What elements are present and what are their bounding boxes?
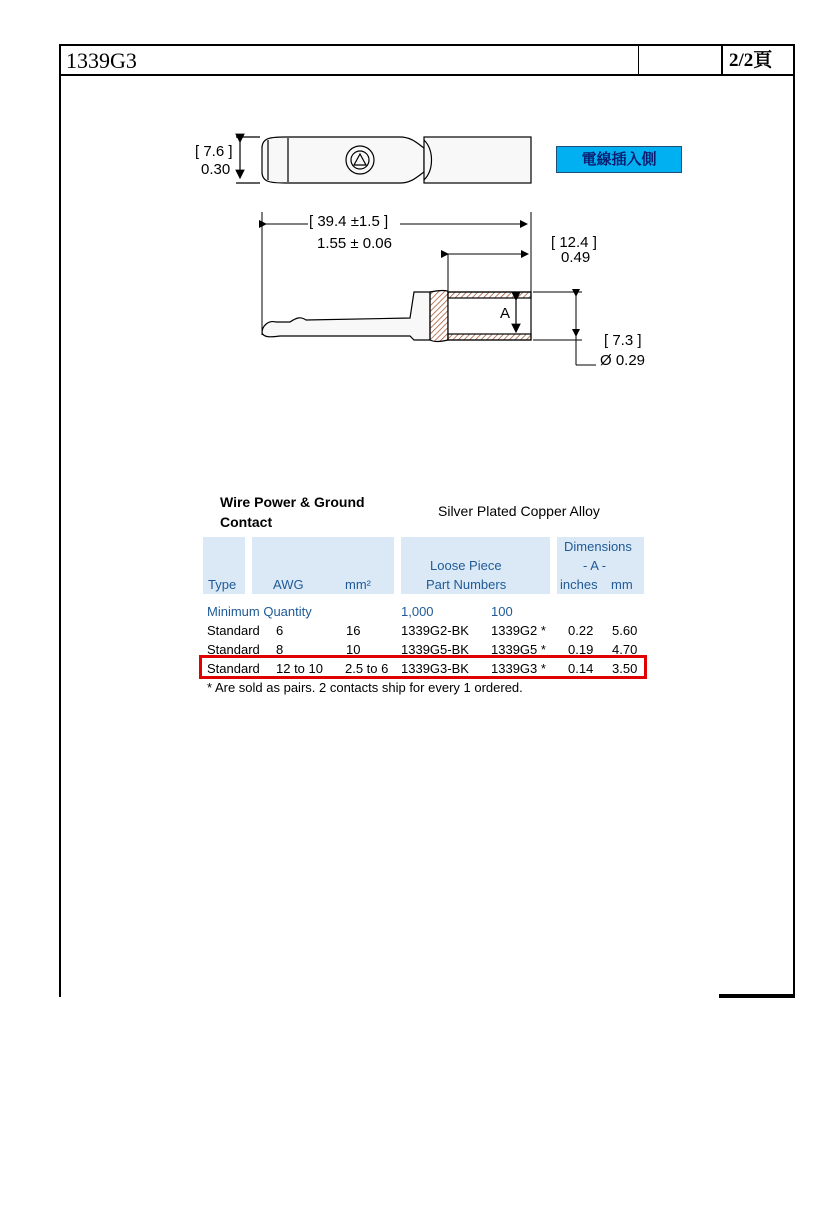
part-number-title: 1339G3 (66, 48, 137, 73)
insertion-side-label: 電線插入側 (556, 146, 682, 173)
min-qty-bulk: 1,000 (401, 604, 434, 619)
table-row-pn-pair: 1339G3 * (491, 661, 546, 676)
col-header-loose-2: Part Numbers (426, 577, 507, 592)
col-header-mm2: mm² (345, 577, 371, 592)
dim-dia-in: Ø 0.29 (600, 352, 646, 369)
dim-height-in: 0.30 (201, 161, 231, 178)
contact-drawing (0, 0, 827, 400)
frame-corner-mark (719, 994, 795, 998)
dim-dia-mm: [ 7.3 ] (604, 332, 642, 349)
table-row-mm2: 16 (346, 623, 361, 638)
side-view-body (262, 292, 430, 340)
col-header-dimensions: Dimensions (564, 539, 632, 554)
col-header-inches: inches (560, 577, 598, 592)
footnote: * Are sold as pairs. 2 contacts ship for every 1 ordered. (207, 680, 523, 695)
table-row-pn-bulk: 1339G5-BK (401, 642, 469, 657)
top-view-body (262, 137, 424, 183)
spec-title (220, 492, 365, 532)
dim-height-mm: [ 7.6 ] (195, 143, 233, 160)
dim-length-mm: [ 39.4 ±1.5 ] (309, 213, 389, 230)
table-row-type: Standard (207, 642, 260, 657)
col-header-dim-a: - A - (583, 558, 607, 573)
table-row-mm2: 2.5 to 6 (345, 661, 389, 676)
dim-barrel-mm: [ 12.4 ] (551, 234, 597, 251)
table-row-awg: 12 to 10 (276, 661, 323, 676)
spec-material: Silver Plated Copper Alloy (438, 503, 600, 519)
table-row-inches: 0.19 (568, 642, 594, 657)
page-number: 2/2頁 (729, 50, 773, 71)
table-row-pn-bulk: 1339G3-BK (401, 661, 469, 676)
table-row-inches: 0.14 (568, 661, 594, 676)
top-view (236, 137, 531, 183)
table-row-inches: 0.22 (568, 623, 594, 638)
table-row-mm: 5.60 (612, 623, 638, 638)
dim-length-in: 1.55 ± 0.06 (317, 235, 392, 252)
spec-title-line1: Wire Power & Ground (220, 494, 365, 510)
table-row-mm: 4.70 (612, 642, 638, 657)
side-view-barrel (448, 292, 531, 340)
table-row-type: Standard (207, 623, 260, 638)
min-qty-label: Minimum Quantity (207, 604, 312, 619)
min-qty-pair: 100 (491, 604, 513, 619)
table-row-awg: 8 (276, 642, 284, 657)
spec-title-line2: Contact (220, 514, 273, 530)
col-header-type: Type (208, 577, 237, 592)
col-header-awg: AWG (273, 577, 304, 592)
table-row-type: Standard (207, 661, 260, 676)
top-view-barrel (424, 137, 531, 183)
table-row-mm2: 10 (346, 642, 361, 657)
col-header-loose-1: Loose Piece (430, 558, 502, 573)
table-row-pn-pair: 1339G2 * (491, 623, 546, 638)
table-row-mm: 3.50 (612, 661, 638, 676)
col-header-mm: mm (611, 577, 633, 592)
dim-barrel-in: 0.49 (561, 249, 591, 266)
table-row-pn-pair: 1339G5 * (491, 642, 546, 657)
side-view (262, 291, 596, 366)
dim-a-label: A (500, 305, 511, 322)
table-row-pn-bulk: 1339G2-BK (401, 623, 469, 638)
table-row-awg: 6 (276, 623, 284, 638)
